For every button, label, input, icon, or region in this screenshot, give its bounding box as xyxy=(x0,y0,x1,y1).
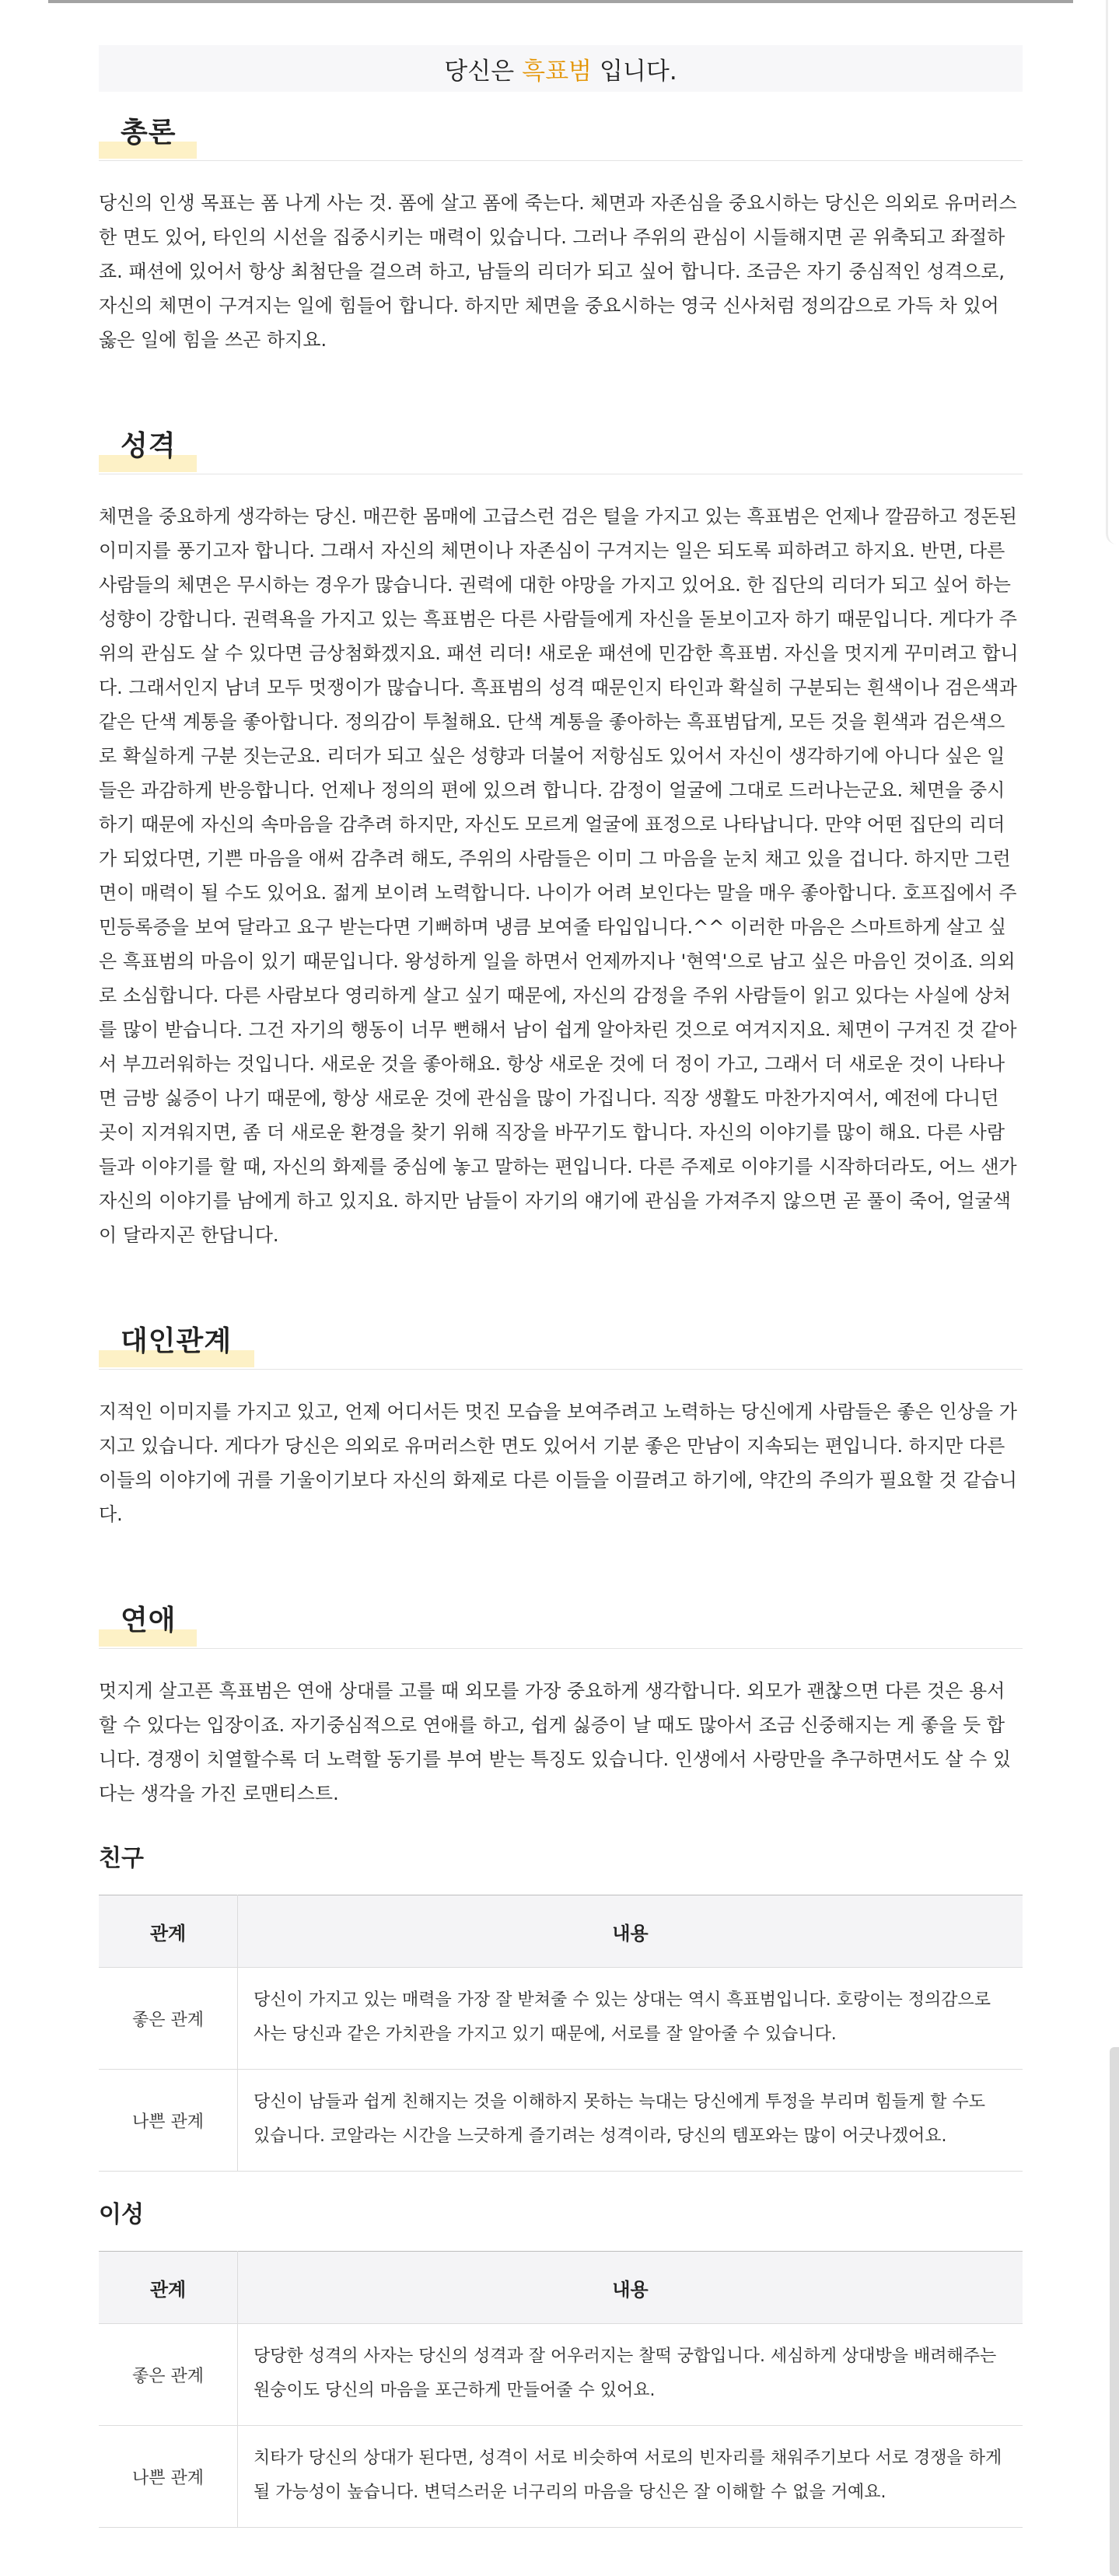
row-kind: 나쁜 관계 xyxy=(99,2426,238,2528)
section-heading xyxy=(99,1597,1023,1649)
row-content: 당신이 가지고 있는 매력을 가장 잘 받쳐줄 수 있는 상대는 역시 흑표범입니다. 호랑이는 정의감으로 사는 당신과 같은 가치관을 가지고 있기 때문에, 서로를 잘 알아줄 수 있습니다. xyxy=(238,1968,1023,2070)
table-row xyxy=(99,2070,1023,2172)
section-heading xyxy=(99,109,1023,161)
result-content xyxy=(99,45,1023,2528)
section-title: 연애 xyxy=(121,1605,177,1636)
section-title: 성격 xyxy=(121,430,177,462)
table-header-row xyxy=(99,2252,1023,2324)
friends-table xyxy=(99,1895,1023,2172)
section-heading xyxy=(99,422,1023,474)
row-kind: 좋은 관계 xyxy=(99,1968,238,2070)
section-heading xyxy=(99,1318,1023,1370)
header-content: 내용 xyxy=(238,1895,1023,1968)
scrollbar-track[interactable] xyxy=(1102,0,1119,2576)
section-personality xyxy=(99,422,1023,1252)
section-title: 대인관계 xyxy=(121,1325,233,1357)
section-text: 당신의 인생 목표는 폼 나게 사는 것. 폼에 살고 폼에 죽는다. 체면과 자존심을 중요시하는 당신은 의외로 유머러스한 면도 있어, 타인의 시선을 집중시키는 매력이 있습니다. 그러나 주위의 관심이 시들해지면 곧 위축되고 좌절하죠. 패션에 있어서 항상 최첨단을 걸으려 하고, 남들의 리더가 되고 싶어 합니다. 조금은 자기 중심적인 성격으로, 자신의 체면이 구겨지는 일에 힘들어 합니다. 하지만 체면을 중요시하는 영국 신사처럼 정의감으로 가득 차 있어 옳은 일에 힘을 쓰곤 하지요. xyxy=(99,192,1017,351)
friends-heading: 친구 xyxy=(99,1845,144,1872)
header-content: 내용 xyxy=(238,2252,1023,2324)
opposite-heading: 이성 xyxy=(99,2201,144,2228)
row-content: 당당한 성격의 사자는 당신의 성격과 잘 어우러지는 찰떡 궁합입니다. 세심하게 상대방을 배려해주는 원숭이도 당신의 마음을 포근하게 만들어줄 수 있어요. xyxy=(238,2324,1023,2426)
header-kind: 관계 xyxy=(99,2252,238,2324)
result-animal: 흑표범 xyxy=(522,57,592,86)
table-row xyxy=(99,2426,1023,2528)
section-relationships xyxy=(99,1318,1023,1531)
section-text: 지적인 이미지를 가지고 있고, 언제 어디서든 멋진 모습을 보여주려고 노력하는 당신에게 사람들은 좋은 인상을 가지고 있습니다. 게다가 당신은 의외로 유머러스한 면도 있어서 기분 좋은 만남이 지속되는 편입니다. 하지만 다른 이들의 이야기에 귀를 기울이기보다 자신의 화제로 다른 이들을 이끌려고 하기에, 약간의 주의가 필요할 것 같습니다. xyxy=(99,1401,1017,1525)
result-banner xyxy=(99,45,1023,92)
section-love xyxy=(99,1597,1023,1811)
section-text: 멋지게 살고픈 흑표범은 연애 상대를 고를 때 외모를 가장 중요하게 생각합니다. 외모가 괜찮으면 다른 것은 용서할 수 있다는 입장이죠. 자기중심적으로 연애를 하고, 쉽게 싫증이 날 때도 많아서 조금 신중해지는 게 좋을 듯 합니다. 경쟁이 치열할수록 더 노력할 동기를 부여 받는 특징도 있습니다. 인생에서 사랑만을 추구하면서도 살 수 있다는 생각을 가진 로맨티스트. xyxy=(99,1680,1011,1804)
section-summary xyxy=(99,109,1023,357)
row-content: 당신이 남들과 쉽게 친해지는 것을 이해하지 못하는 늑대는 당신에게 투정을 부리며 힘들게 할 수도 있습니다. 코알라는 시간을 느긋하게 즐기려는 성격이라, 당신의 템포와는 많이 어긋나겠어요. xyxy=(238,2070,1023,2172)
table-row xyxy=(99,1968,1023,2070)
table-row xyxy=(99,2324,1023,2426)
row-content: 치타가 당신의 상대가 된다면, 성격이 서로 비슷하여 서로의 빈자리를 채워주기보다 서로 경쟁을 하게 될 가능성이 높습니다. 변덕스러운 너구리의 마음을 당신은 잘 이해할 수 없을 거예요. xyxy=(238,2426,1023,2528)
scrollbar-thumb[interactable] xyxy=(1110,2047,1119,2576)
top-divider xyxy=(48,0,1073,3)
result-suffix: 입니다. xyxy=(599,57,677,86)
row-kind: 좋은 관계 xyxy=(99,2324,238,2426)
side-panel-edge xyxy=(1106,0,1119,544)
result-prefix: 당신은 xyxy=(444,57,515,86)
header-kind: 관계 xyxy=(99,1895,238,1968)
section-text: 체면을 중요하게 생각하는 당신. 매끈한 몸매에 고급스런 검은 털을 가지고 있는 흑표범은 언제나 깔끔하고 정돈된 이미지를 풍기고자 합니다. 그래서 자신의 체면이나 자존심이 구겨지는 일은 되도록 피하려고 하지요. 반면, 다른 사람들의 체면은 무시하는 경우가 많습니다. 권력에 대한 야망을 가지고 있어요. 한 집단의 리더가 되고 싶어 하는 성향이 강합니다. 권력욕을 가지고 있는 흑표범은 다른 사람들에게 자신을 돋보이고자 하기 때문입니다. 게다가 주위의 관심도 살 수 있다면 금상첨화겠지요. 패션 리더! 새로운 패션에 민감한 흑표범. 자신을 멋지게 꾸미려고 합니다. 그래서인지 남녀 모두 멋쟁이가 많습니다. 흑표범의 성격 때문인지 타인과 확실히 구분되는 흰색이나 검은색과 같은 단색 계통을 좋아합니다. 정의감이 투철해요. 단색 계통을 좋아하는 흑표범답게, 모든 것을 흰색과 검은색으로 확실하게 구분 짓는군요. 리더가 되고 싶은 성향과 더불어 저항심도 있어서 자신이 생각하기에 아니다 싶은 일들은 과감하게 반응합니다. 언제나 정의의 편에 있으려 합니다. 감정이 얼굴에 그대로 드러나는군요. 체면을 중시하기 때문에 자신의 속마음을 감추려 하지만, 자신도 모르게 얼굴에 표정으로 나타납니다. 만약 어떤 집단의 리더가 되었다면, 기쁜 마음을 애써 감추려 해도, 주위의 사람들은 이미 그 마음을 눈치 채고 있을 겁니다. 하지만 그런 면이 매력이 될 수도 있어요. 젊게 보이려 노력합니다. 나이가 어려 보인다는 말을 매우 좋아합니다. 호프집에서 주민등록증을 보여 달라고 요구 받는다면 기뻐하며 냉큼 보여줄 타입입니다.^^ 이러한 마음은 스마트하게 살고 싶은 흑표범의 마음이 있기 때문입니다. 왕성하게 일을 하면서 언제까지나 '현역'으로 남고 싶은 마음인 것이죠. 의외로 소심합니다. 다른 사람보다 영리하게 살고 싶기 때문에, 자신의 감정을 주위 사람들이 읽고 있다는 사실에 상처를 많이 받습니다. 그건 자기의 행동이 너무 뻔해서 남이 쉽게 알아차린 것으로 여겨지지요. 체면이 구겨진 것 같아서 부끄러워하는 것입니다. 새로운 것을 좋아해요. 항상 새로운 것에 더 정이 가고, 그래서 더 새로운 것이 나타나면 금방 싫증이 나기 때문에, 항상 새로운 것에 관심을 많이 가집니다. 직장 생활도 마찬가지여서, 예전에 다니던 곳이 지겨워지면, 좀 더 새로운 환경을 찾기 위해 직장을 바꾸기도 합니다. 자신의 이야기를 많이 해요. 다른 사람들과 이야기를 할 때, 자신의 화제를 중심에 놓고 말하는 편입니다. 다른 주제로 이야기를 시작하더라도, 어느 샌가 자신의 이야기를 남에게 하고 있지요. 하지만 남들이 자기의 얘기에 관심을 가져주지 않으면 곧 풀이 죽어, 얼굴색이 달라지곤 한답니다. xyxy=(99,506,1019,1246)
section-title: 총론 xyxy=(121,117,177,149)
table-header-row xyxy=(99,1895,1023,1968)
opposite-table xyxy=(99,2251,1023,2528)
row-kind: 나쁜 관계 xyxy=(99,2070,238,2172)
